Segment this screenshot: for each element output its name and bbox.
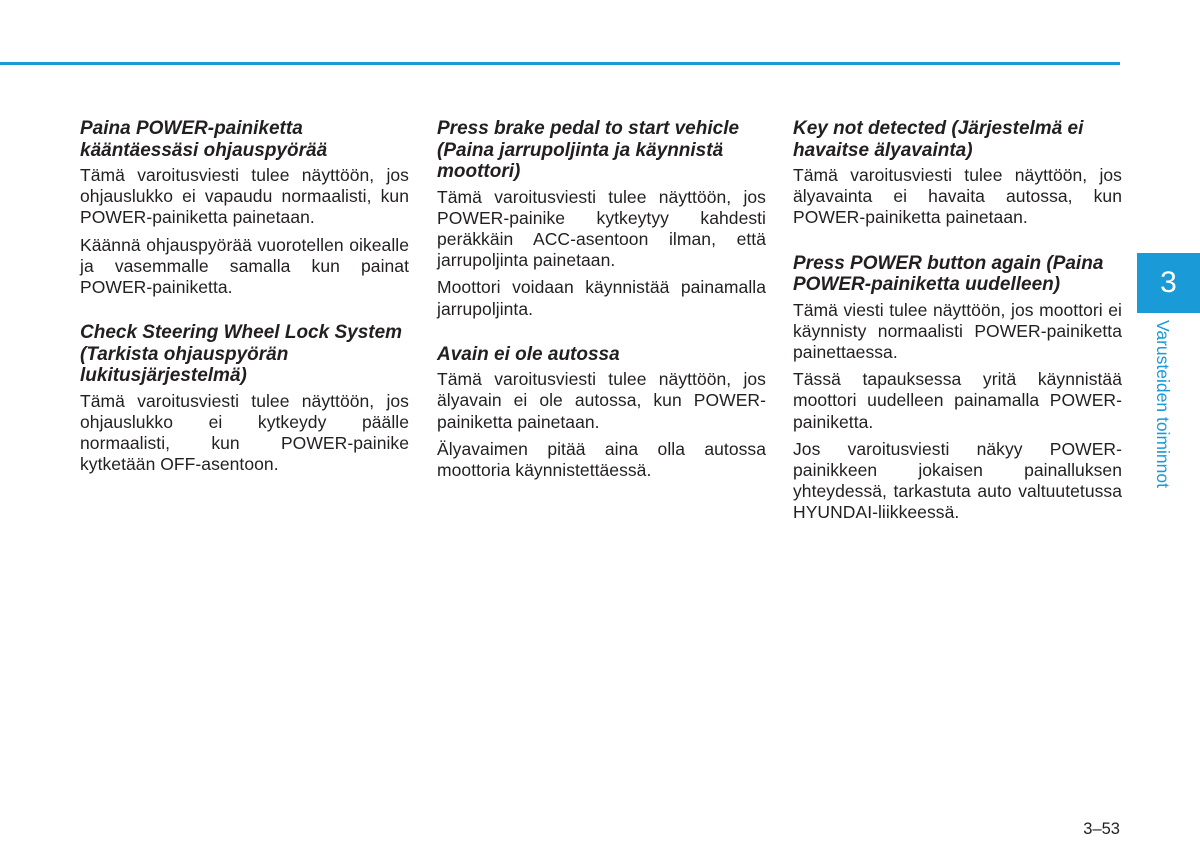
column-2 (437, 117, 766, 504)
paragraph: Moottori voidaan käynnistää painamalla jarrupoljinta. (437, 277, 766, 319)
paragraph: Tämä varoitusviesti tulee näyttöön, jos älyavain ei ole autossa, kun POWER-painiketta painetaan. (437, 369, 766, 432)
section-check-steering (80, 321, 409, 475)
section-heading: Paina POWER-painiketta kääntäessäsi ohjauspyörää (80, 118, 328, 161)
page-number: 3–53 (1083, 820, 1120, 838)
section-heading: Press POWER button again (Paina POWER-painiketta uudelleen) (793, 252, 1104, 296)
paragraph: Tämä varoitusviesti tulee näyttöön, jos älyavainta ei havaita autossa, kun POWER-painiketta painetaan. (793, 165, 1122, 228)
paragraph: Tämä viesti tulee näyttöön, jos moottori ei käynnisty normaalisti POWER-painiketta painettaessa. (793, 299, 1122, 363)
paragraph: Älyavaimen pitää aina olla autossa moottoria käynnistettäessä. (437, 438, 766, 481)
section-heading: Avain ei ole autossa (437, 343, 620, 365)
column-1 (80, 117, 409, 499)
paragraph: Käännä ohjauspyörää vuorotellen oikealle ja vasemmalle samalla kun painat POWER-painiketta. (80, 234, 409, 298)
chapter-number-tab: 3 (1137, 253, 1200, 313)
section-press-brake (437, 117, 766, 320)
section-heading: Key not detected (Järjestelmä ei havaitse älyavainta) (793, 118, 1084, 161)
section-heading: Press brake pedal to start vehicle (Paina jarrupoljinta ja käynnistä moottori) (437, 118, 740, 182)
chapter-title: Varusteiden toiminnot (1153, 320, 1173, 488)
section-paina-power (80, 117, 409, 298)
paragraph: Tämä varoitusviesti tulee näyttöön, jos POWER-painike kytkeytyy kahdesti peräkkäin ACC-asentoon ilman, että jarrupoljinta painetaan. (437, 186, 766, 271)
header-rule (0, 62, 1120, 65)
section-avain-ei-ole (437, 343, 766, 482)
paragraph: Tämä varoitusviesti tulee näyttöön, jos ohjauslukko ei kytkeydy päälle normaalisti, kun POWER-painike kytketään OFF-asentoon. (80, 390, 409, 475)
section-key-not-detected (793, 117, 1122, 229)
paragraph: Tässä tapauksessa yritä käynnistää moottori uudelleen painamalla POWER-painiketta. (793, 369, 1122, 432)
paragraph: Tämä varoitusviesti tulee näyttöön, jos ohjauslukko ei vapaudu normaalisti, kun POWER-painiketta painetaan. (80, 165, 409, 228)
section-heading: Check Steering Wheel Lock System (Tarkista ohjauspyörän lukitusjärjestelmä) (80, 322, 403, 387)
paragraph: Jos varoitusviesti näkyy POWER-painikkeen jokaisen painalluksen yhteydessä, tarkastuta auto valtuutetussa HYUNDAI-liikkeessä. (793, 438, 1122, 523)
section-press-power-again (793, 252, 1122, 524)
column-3 (793, 117, 1122, 547)
